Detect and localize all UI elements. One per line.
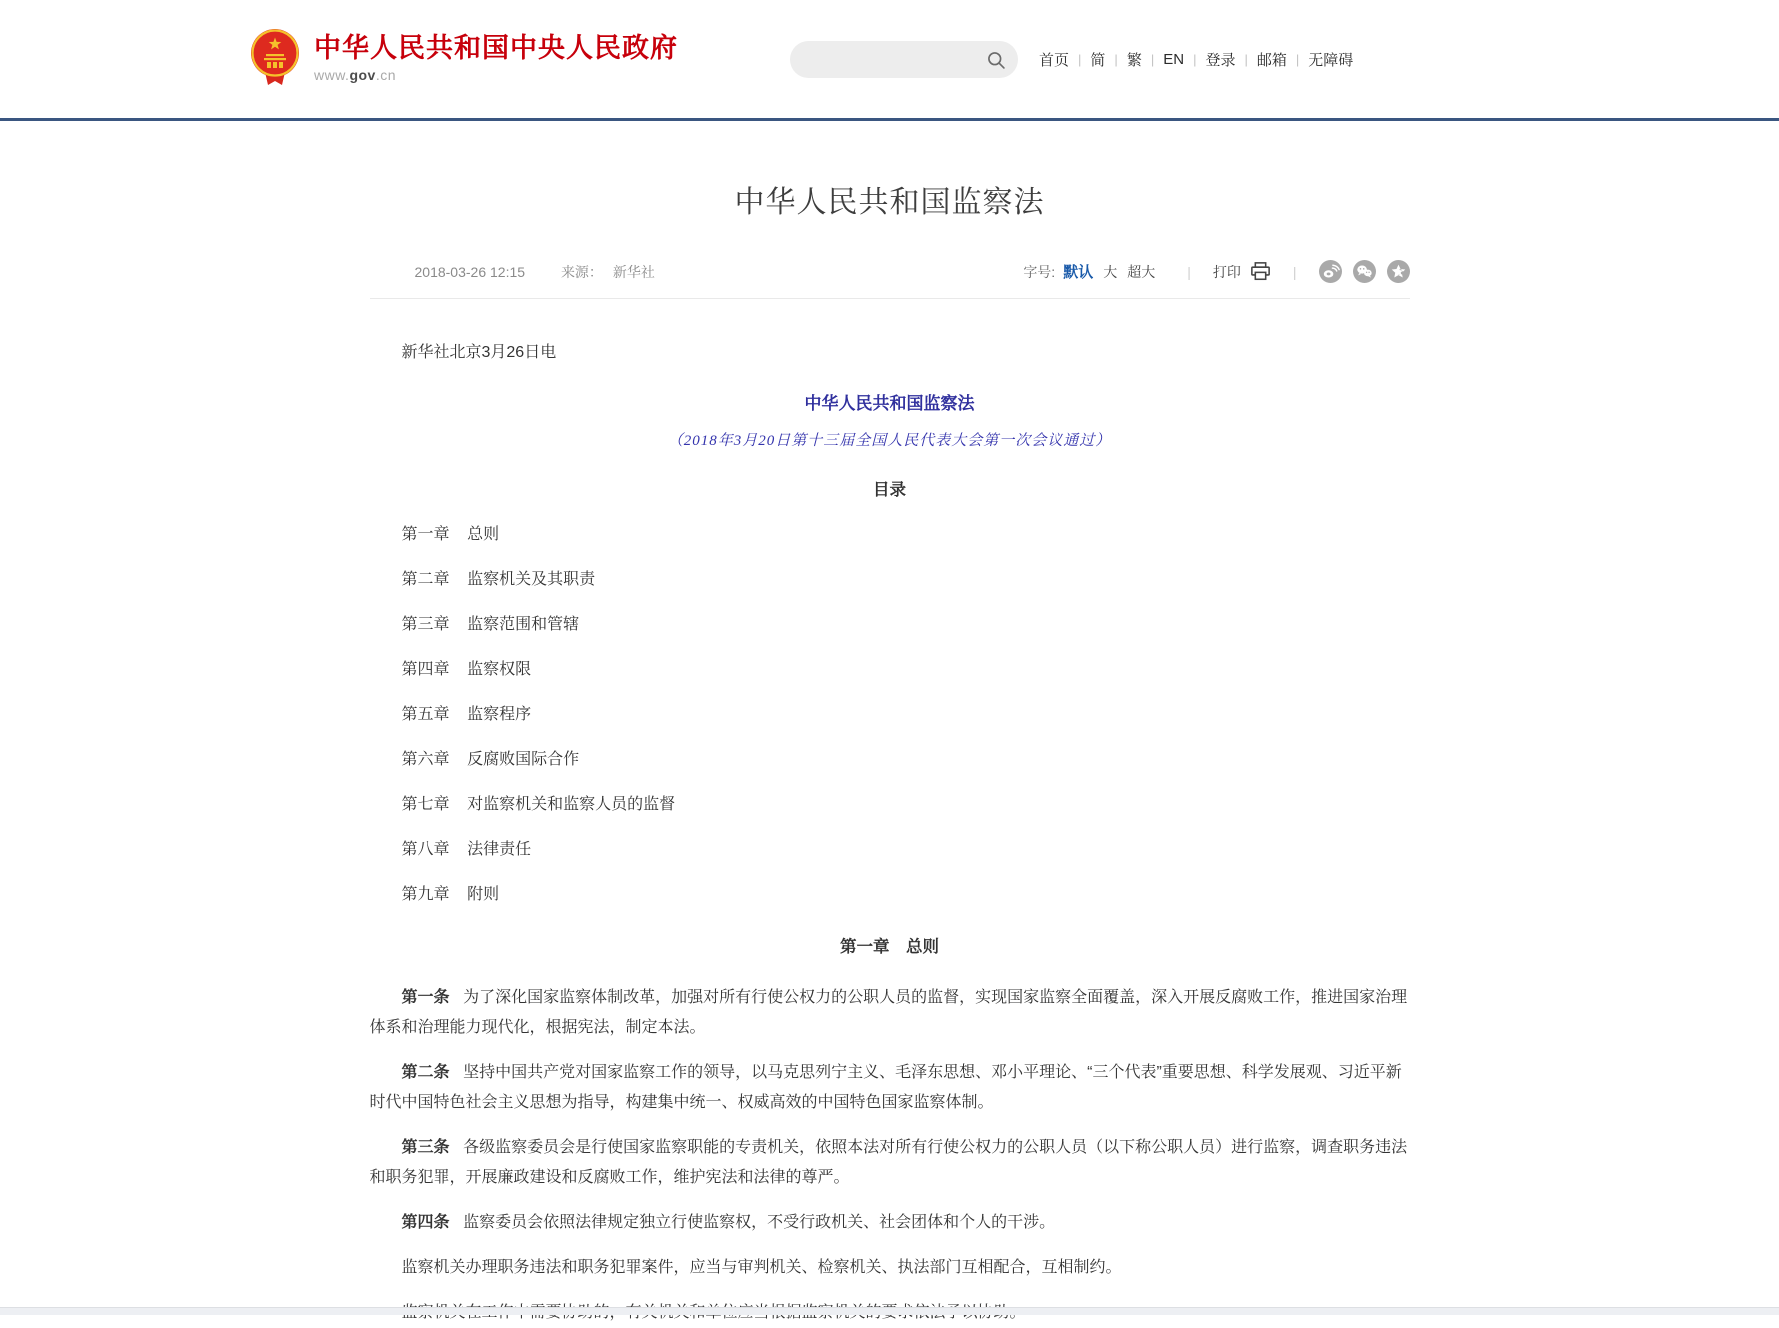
top-nav xyxy=(1039,49,1353,70)
toc-chapter-title: 附则 xyxy=(467,886,500,903)
site-header xyxy=(0,0,1779,121)
site-url xyxy=(314,67,678,83)
font-size-label: 字号: xyxy=(1023,263,1056,280)
toc-chapter-title: 监察权限 xyxy=(467,661,532,678)
favorite-star-icon[interactable] xyxy=(1387,260,1410,283)
nav-separator: | xyxy=(1114,52,1118,67)
toc-chapter-title: 监察机关及其职责 xyxy=(467,571,596,588)
nav-mail[interactable]: 邮箱 xyxy=(1256,52,1287,69)
chapter1-num: 第一章 xyxy=(840,938,890,956)
viewport-bottom-strip xyxy=(0,1307,1779,1315)
publish-date: 2018-03-26 12:15 xyxy=(414,263,526,280)
article-text: 监察机关办理职务违法和职务犯罪案件，应当与审判机关、检察机关、执法部门互相配合，互相制约。 xyxy=(401,1259,1122,1276)
toc-item xyxy=(370,569,1410,590)
article-meta xyxy=(370,262,655,282)
toc-chapter-num: 第八章 xyxy=(401,841,450,858)
toc-item xyxy=(370,659,1410,680)
print-button[interactable] xyxy=(1213,262,1271,282)
site-title: 中华人民共和国中央人民政府 xyxy=(314,33,678,63)
font-size-default-button[interactable]: 默认 xyxy=(1063,264,1094,281)
article-number: 第一条 xyxy=(401,989,450,1006)
toc-item xyxy=(370,704,1410,725)
article-meta-row xyxy=(370,260,1410,283)
page-title: 中华人民共和国监察法 xyxy=(734,186,1045,219)
law-article-paragraph xyxy=(370,1253,1410,1283)
toc-chapter-num: 第三章 xyxy=(401,616,450,633)
national-emblem-icon xyxy=(249,28,301,88)
toc-chapter-num: 第六章 xyxy=(401,751,450,768)
print-label: 打印 xyxy=(1212,263,1241,280)
article-toolbar xyxy=(1023,260,1409,283)
table-of-contents xyxy=(370,524,1410,905)
nav-login[interactable]: 登录 xyxy=(1205,52,1236,69)
article-number: 第三条 xyxy=(401,1139,450,1156)
nav-accessibility[interactable]: 无障碍 xyxy=(1308,52,1354,69)
toc-chapter-title: 法律责任 xyxy=(467,841,532,858)
search-icon[interactable] xyxy=(986,50,1006,70)
toc-item xyxy=(370,524,1410,545)
share-icons xyxy=(1319,260,1410,283)
toc-item xyxy=(370,839,1410,860)
toc-chapter-title: 监察程序 xyxy=(467,706,532,723)
nav-separator: | xyxy=(1150,52,1155,67)
toc-chapter-title: 对监察机关和监察人员的监督 xyxy=(467,796,676,813)
printer-icon xyxy=(1250,262,1271,281)
nav-separator: | xyxy=(1193,52,1197,67)
font-size-xlarge-button[interactable]: 超大 xyxy=(1127,263,1156,280)
dateline: 新华社北京3月26日电 xyxy=(401,344,557,361)
site-url-www: www. xyxy=(314,67,350,83)
source-label: 来源： xyxy=(560,263,603,280)
nav-english[interactable]: EN xyxy=(1163,51,1185,68)
toolbar-separator: | xyxy=(1292,263,1297,280)
search-input[interactable] xyxy=(806,51,986,69)
article-body xyxy=(370,341,1410,1328)
article-number: 第二条 xyxy=(401,1064,450,1081)
nav-separator: | xyxy=(1078,52,1082,67)
toc-chapter-title: 监察范围和管辖 xyxy=(467,616,580,633)
site-url-cn: .cn xyxy=(375,67,397,83)
law-article-paragraph xyxy=(370,1208,1410,1238)
source-name: 新华社 xyxy=(612,263,655,280)
font-size-large-button[interactable]: 大 xyxy=(1103,263,1118,280)
law-article-paragraph xyxy=(370,1058,1410,1118)
toc-chapter-num: 第七章 xyxy=(401,796,450,813)
weibo-share-icon[interactable] xyxy=(1319,260,1342,283)
site-logo[interactable] xyxy=(249,28,678,88)
toc-chapter-num: 第四章 xyxy=(401,661,450,678)
toc-item xyxy=(370,794,1410,815)
nav-simplified[interactable]: 简 xyxy=(1090,52,1106,69)
law-title: 中华人民共和国监察法 xyxy=(804,394,975,413)
nav-separator: | xyxy=(1244,52,1248,67)
meta-divider xyxy=(370,298,1410,299)
wechat-share-icon[interactable] xyxy=(1353,260,1376,283)
article-text: 各级监察委员会是行使国家监察职能的专责机关，依照本法对所有行使公权力的公职人员（以下称公职人员）进行监察，调查职务违法和职务犯罪，开展廉政建设和反腐败工作，维护宪法和法律的尊严。 xyxy=(369,1139,1408,1186)
search-box[interactable] xyxy=(790,41,1018,78)
nav-home[interactable]: 首页 xyxy=(1039,52,1070,69)
toc-item xyxy=(370,884,1410,905)
toc-item xyxy=(370,749,1410,770)
site-url-gov: gov xyxy=(349,67,376,83)
toolbar-separator: | xyxy=(1187,263,1191,280)
chapter1-heading xyxy=(370,935,1410,959)
header-right xyxy=(790,41,1353,78)
law-article-paragraph xyxy=(370,983,1410,1043)
article-text: 坚持中国共产党对国家监察工作的领导，以马克思列宁主义、毛泽东思想、邓小平理论、“三个代表”重要思想、科学发展观、习近平新时代中国特色社会主义思想为指导，构建集中统一、权威高效的中国特色国家监察体制。 xyxy=(369,1064,1402,1111)
toc-title: 目录 xyxy=(873,481,906,499)
article-text: 监察委员会依照法律规定独立行使监察权，不受行政机关、社会团体和个人的干涉。 xyxy=(463,1214,1056,1231)
toc-item xyxy=(370,614,1410,635)
toc-chapter-num: 第一章 xyxy=(401,526,450,543)
law-article-paragraph xyxy=(370,1133,1410,1193)
toc-chapter-title: 总则 xyxy=(467,526,500,543)
article-text: 为了深化国家监察体制改革，加强对所有行使公权力的公职人员的监督，实现国家监察全面覆盖，深入开展反腐败工作，推进国家治理体系和治理能力现代化，根据宪法，制定本法。 xyxy=(369,989,1408,1036)
toc-chapter-num: 第二章 xyxy=(401,571,450,588)
nav-traditional[interactable]: 繁 xyxy=(1126,52,1142,69)
toc-chapter-title: 反腐败国际合作 xyxy=(467,751,580,768)
law-subtitle: （2018年3月20日第十三届全国人民代表大会第一次会议通过） xyxy=(667,433,1112,449)
nav-separator: | xyxy=(1295,52,1300,67)
toc-chapter-num: 第九章 xyxy=(401,886,450,903)
toc-chapter-num: 第五章 xyxy=(401,706,450,723)
article-container xyxy=(370,177,1410,1328)
article-number: 第四条 xyxy=(401,1214,450,1231)
chapter1-title: 总则 xyxy=(906,938,939,956)
